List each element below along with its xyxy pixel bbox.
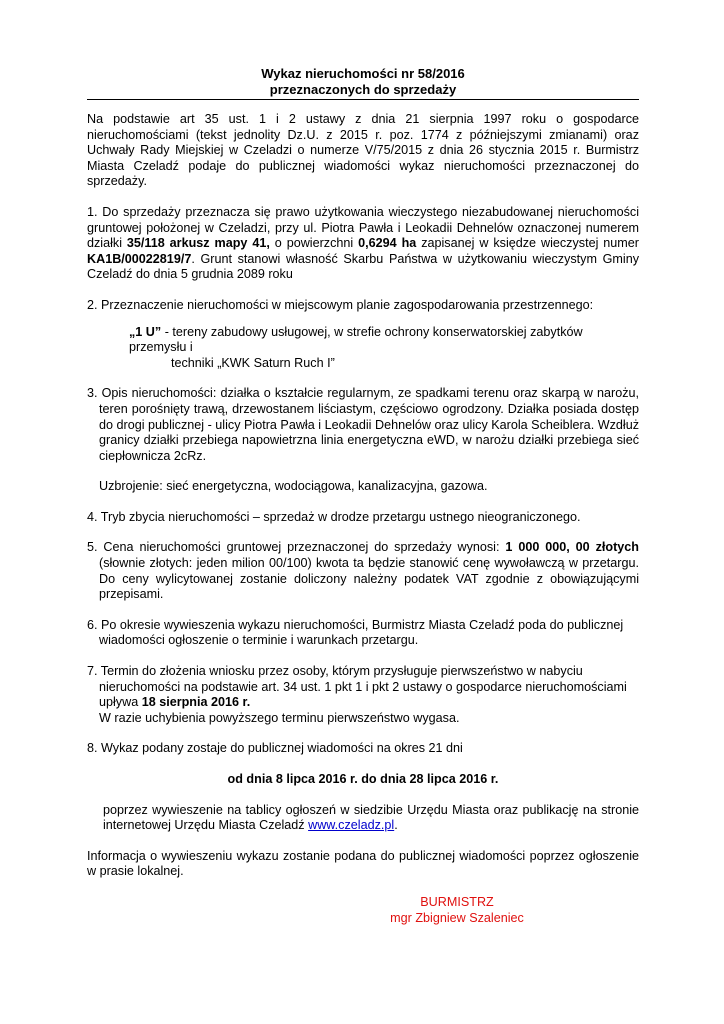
intro-paragraph: Na podstawie art 35 ust. 1 i 2 ustawy z dnia 21 sierpnia 1997 roku o gospodarce nieruchomościami (tekst jednolity Dz.U. z 2015 r. poz. 1774 z późniejszymi zmianami) oraz Uchwały Rady Miejskiej w Czeladzi o numerze V/75/2015 z dnia 26 stycznia 2015 r. Burmistrz Miasta Czeladź podaje do publicznej wiadomości wykaz nieruchomości przeznaczonej do sprzedaży. — [87, 112, 639, 189]
signature-role: BURMISTRZ — [420, 894, 494, 909]
item-2-zoning-desc: - tereny zabudowy usługowej, w strefie ochrony konserwatorskiej zabytków przemysłu i — [129, 324, 583, 355]
item-7-deadline: 18 sierpnia 2016 r. — [141, 695, 251, 710]
item-6-paragraph: 6. Po okresie wywieszenia wykazu nieruchomości, Burmistrz Miasta Czeladź poda do publicznej wiadomości ogłoszenie o terminie i warunkach przetargu. — [87, 617, 624, 648]
document-subtitle: przeznaczonych do sprzedaży — [269, 82, 457, 97]
item-4-paragraph: 4. Tryb zbycia nieruchomości – sprzedaż w drodze przetargu ustnego nieograniczonego. — [87, 509, 581, 524]
signature-block — [297, 895, 617, 926]
item-1-text-b: o powierzchni — [269, 236, 359, 251]
item-5-text-a: 5. Cena nieruchomości gruntowej przeznaczonej do sprzedaży wynosi: — [87, 540, 506, 555]
city-website-link[interactable]: www.czeladz.pl — [308, 818, 395, 833]
item-7-paragraph — [87, 664, 639, 711]
item-2-zoning-cont: techniki „KWK Saturn Ruch I” — [171, 355, 335, 370]
item-8-text-a: poprzez wywieszenie na tablicy ogłoszeń w siedzibie Urzędu Miasta oraz publikację na stronie internetowej Urzędu Miasta Czeladź — [103, 802, 639, 833]
item-8-date-range: od dnia 8 lipca 2016 r. do dnia 28 lipca 2016 r. — [227, 772, 499, 786]
item-1-parcel: 35/118 arkusz mapy 41, — [126, 236, 270, 251]
item-1-land-register: KA1B/00022819/7 — [87, 251, 192, 266]
item-5-text-b: (słownie złotych: jeden milion 00/100) kwota ta będzie stanowić cenę wywoławczą w przetargu. Do ceny wylicytowanej zostanie doliczony należny podatek VAT zgodnie z obowiązującymi przepisami. — [99, 556, 639, 602]
item-5-paragraph — [87, 540, 639, 602]
item-5-price: 1 000 000, 00 złotych — [505, 540, 639, 555]
document-page — [87, 66, 639, 926]
item-1-text-a: 1. Do sprzedaży przeznacza się prawo użytkowania wieczystego niezabudowanej nieruchomości gruntowej położonej w Czeladzi, przy ul. Piotra Pawła i Leokadii Dehnelów oznaczonej numerem działki — [87, 204, 639, 251]
document-title: Wykaz nieruchomości nr 58/2016 — [261, 66, 465, 81]
item-1-text-c: zapisanej w księdze wieczystej numer — [416, 236, 639, 251]
item-2-zoning — [87, 325, 639, 356]
item-2-zoning-label: „1 U” — [129, 324, 162, 339]
item-1-area: 0,6294 ha — [358, 236, 417, 251]
item-8-paragraph: 8. Wykaz podany zostaje do publicznej wiadomości na okres 21 dni — [87, 741, 463, 756]
item-7-text-a: 7. Termin do złożenia wniosku przez osoby, którym przysługuje pierwszeństwo w nabyciu nieruchomości na podstawie art. 34 ust. 1 pkt 1 i pkt 2 ustawy o gospodarce nieruchomościami upływa — [87, 664, 627, 710]
info-paragraph: Informacja o wywieszeniu wykazu zostanie podana do publicznej wiadomości poprzez ogłoszenie w prasie lokalnej. — [87, 848, 639, 879]
item-8-dates — [87, 772, 639, 788]
signature-name: mgr Zbigniew Szaleniec — [390, 910, 524, 925]
item-1-text-d: . Grunt stanowi własność Skarbu Państwa w użytkowaniu wieczystym Gminy Czeladź do dnia 5 grudnia 2089 roku — [87, 251, 639, 282]
item-3-paragraph: 3. Opis nieruchomości: działka o kształcie regularnym, ze spadkami terenu oraz skarpą w narożu, teren porośnięty trawą, drzewostanem liściastym, częściowo ogrodzony. Działka posiada dostęp do drogi publicznej - ulicy Piotra Pawła i Leokadii Dehnelów oraz ulicy Karola Scheiblera. Wzdłuż granicy działki przebiega napowietrzna linia energetyczna eWD, w narożu działki przebiega sieć ciepłownicza 2cRz. — [87, 386, 639, 463]
document-header — [87, 66, 639, 100]
item-7-note: W razie uchybienia powyższego terminu pierwszeństwo wygasa. — [99, 710, 460, 725]
item-3-equipment: Uzbrojenie: sieć energetyczna, wodociągowa, kanalizacyjna, gazowa. — [99, 479, 488, 494]
item-8-text-b: . — [394, 818, 398, 833]
item-2-paragraph: 2. Przeznaczenie nieruchomości w miejscowym planie zagospodarowania przestrzennego: — [87, 297, 594, 312]
item-8-publication — [87, 803, 639, 834]
item-1-paragraph — [87, 205, 639, 283]
